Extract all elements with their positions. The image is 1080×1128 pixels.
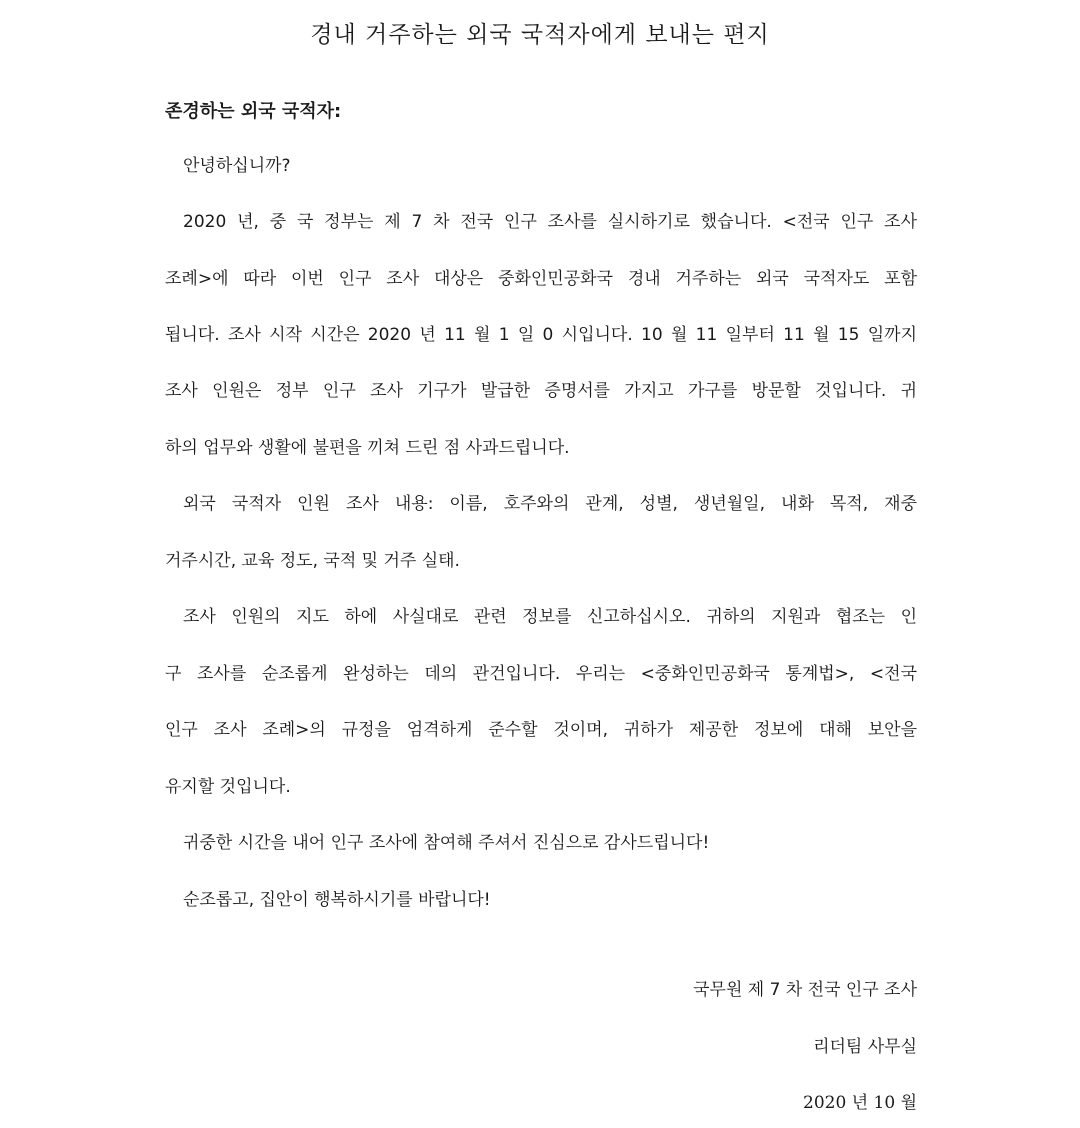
paragraph-1-line-1: 2020 년, 중 국 정부는 제 7 차 전국 인구 조사를 실시하기로 했습니다. <전국 인구 조사 bbox=[183, 212, 917, 232]
wishes-line: 순조롭고, 집안이 행복하시기를 바랍니다! bbox=[183, 890, 491, 910]
paragraph-1-line-4: 조사 인원은 정부 인구 조사 기구가 발급한 증명서를 가지고 가구를 방문할 것입니다. 귀 bbox=[165, 381, 917, 401]
letter-title: 경내 거주하는 외국 국적자에게 보내는 편지 bbox=[310, 22, 770, 48]
paragraph-1-line-2: 조례>에 따라 이번 인구 조사 대상은 중화인민공화국 경내 거주하는 외국 국적자도 포함 bbox=[165, 269, 917, 289]
signature-office: 리더팀 사무실 bbox=[813, 1037, 917, 1057]
greeting: 안녕하십니까? bbox=[183, 156, 291, 176]
signature-organization: 국무원 제 7 차 전국 인구 조사 bbox=[693, 980, 917, 1000]
paragraph-3-line-3: 인구 조사 조례>의 규정을 엄격하게 준수할 것이며, 귀하가 제공한 정보에 대해 보안을 bbox=[165, 720, 917, 740]
salutation: 존경하는 외국 국적자: bbox=[165, 101, 342, 122]
paragraph-3-line-2: 구 조사를 순조롭게 완성하는 데의 관건입니다. 우리는 <중화인민공화국 통계법>, <전국 bbox=[165, 664, 917, 684]
paragraph-2-line-2: 거주시간, 교육 정도, 국적 및 거주 실태. bbox=[165, 551, 460, 571]
paragraph-3-line-4: 유지할 것입니다. bbox=[165, 777, 291, 797]
paragraph-1-line-3: 됩니다. 조사 시작 시간은 2020 년 11 월 1 일 0 시입니다. 10 월 11 일부터 11 월 15 일까지 bbox=[165, 325, 917, 345]
paragraph-1-line-5: 하의 업무와 생활에 불편을 끼쳐 드린 점 사과드립니다. bbox=[165, 438, 570, 458]
signature-date: 2020 년 10 월 bbox=[803, 1093, 917, 1113]
paragraph-3-line-1: 조사 인원의 지도 하에 사실대로 관련 정보를 신고하십시오. 귀하의 지원과 협조는 인 bbox=[183, 607, 917, 627]
thanks-line: 귀중한 시간을 내어 인구 조사에 참여해 주셔서 진심으로 감사드립니다! bbox=[183, 833, 710, 853]
paragraph-2-line-1: 외국 국적자 인원 조사 내용: 이름, 호주와의 관계, 성별, 생년월일, 내화 목적, 재중 bbox=[183, 494, 917, 514]
